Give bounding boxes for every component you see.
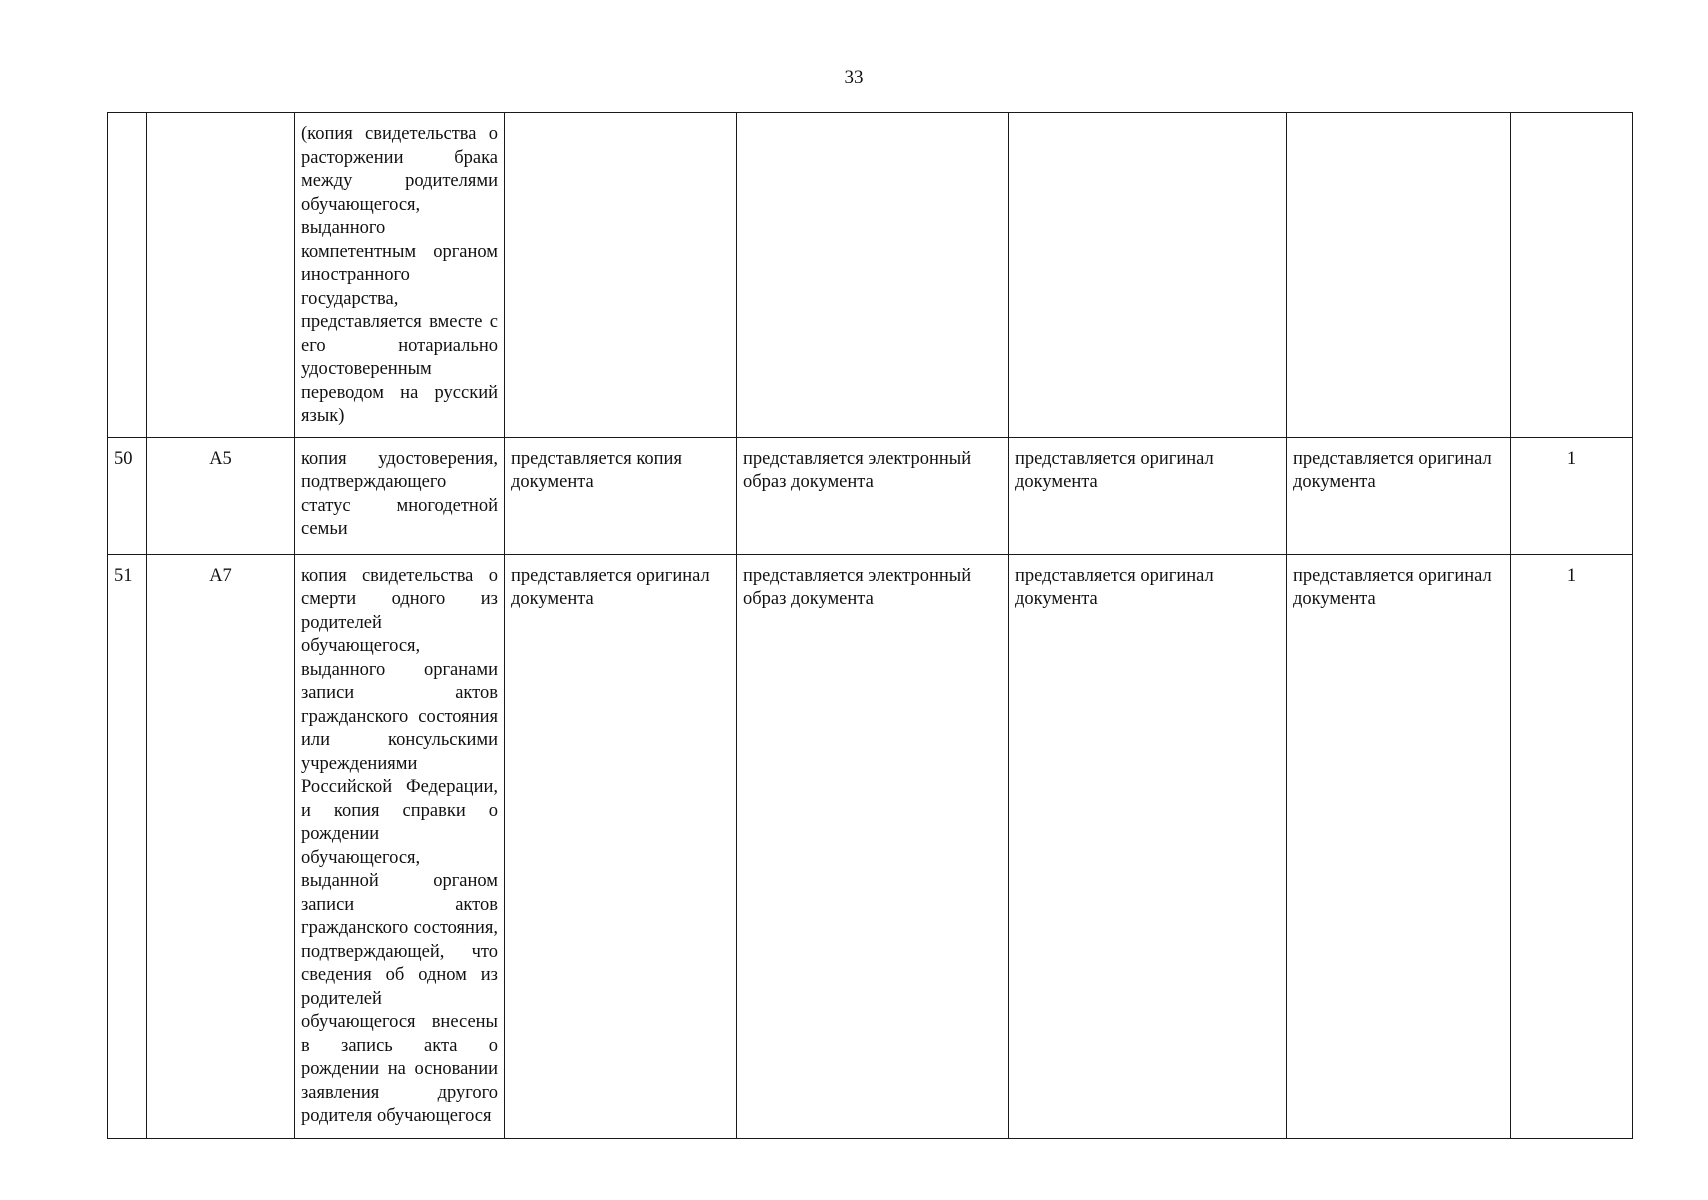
row-number-cell: 51 [108,554,147,1138]
row-description-cell: копия свидетельства о смерти одного из родителей обучающегося, выданного органами записи актов гражданского состояния или консульскими учреждениями Российской Федерации, и копия справки о рождении обучающегося, выданной органом записи актов гражданского состояния, подтверждающей, что сведения об одном из родителей обучающегося внесены в запись акта о рождении на основании заявления другого родителя обучающегося [295,554,505,1138]
row-code-cell [147,113,295,438]
row-col5-cell: представляется электронный образ документа [737,554,1009,1138]
row-col6-cell: представляется оригинал документа [1009,437,1287,554]
row-qty-cell: 1 [1511,554,1633,1138]
documents-table [107,112,1633,1139]
row-col4-cell [505,113,737,438]
row-col7-cell [1287,113,1511,438]
row-col5-cell [737,113,1009,438]
row-col7-cell: представляется оригинал документа [1287,437,1511,554]
page-number: 33 [844,67,864,88]
row-code-cell: А5 [147,437,295,554]
row-description-cell: (копия свидетельства о расторжении брака между родителями обучающегося, выданного компетентным органом иностранного государства, представляется вместе с его нотариально удостоверенным переводом на русский язык) [295,113,505,438]
row-col4-cell: представляется оригинал документа [505,554,737,1138]
row-qty-cell [1511,113,1633,438]
row-number-cell [108,113,147,438]
row-qty-cell: 1 [1511,437,1633,554]
row-col7-cell: представляется оригинал документа [1287,554,1511,1138]
table-row [108,113,1633,438]
row-number-cell: 50 [108,437,147,554]
row-description-cell: копия удостоверения, подтверждающего статус многодетной семьи [295,437,505,554]
table-row [108,437,1633,554]
row-col6-cell: представляется оригинал документа [1009,554,1287,1138]
table-row [108,554,1633,1138]
row-col5-cell: представляется электронный образ документа [737,437,1009,554]
row-col4-cell: представляется копия документа [505,437,737,554]
row-code-cell: А7 [147,554,295,1138]
row-col6-cell [1009,113,1287,438]
